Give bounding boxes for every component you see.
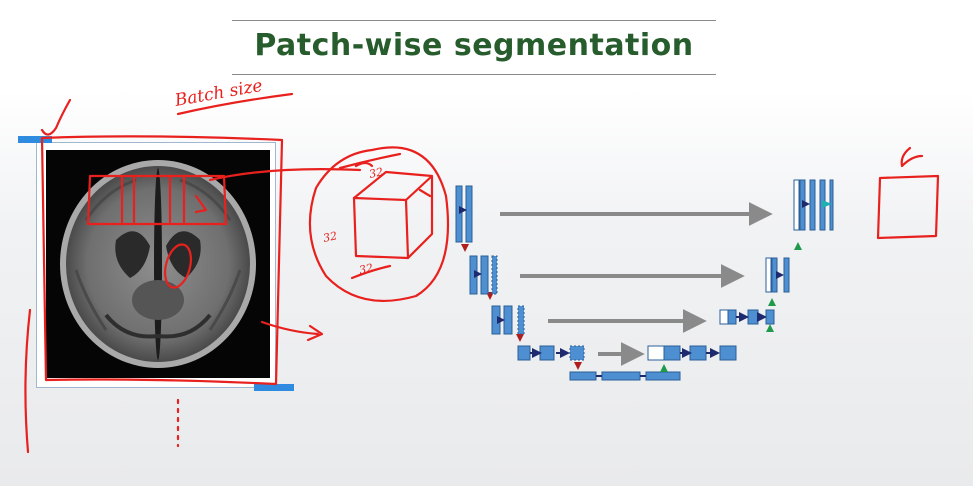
down-arrow-1 bbox=[461, 244, 469, 252]
ink-patch-grid bbox=[88, 176, 226, 224]
ink-dim-top: 32 bbox=[367, 165, 385, 181]
ink-cube-depth bbox=[354, 172, 432, 258]
ink-cube-front bbox=[354, 198, 408, 258]
ink-batch-label: Batch size bbox=[173, 75, 265, 111]
encoder-block-1 bbox=[456, 186, 472, 242]
unet-diagram bbox=[456, 180, 833, 380]
decoder-block-4 bbox=[648, 346, 736, 360]
decoder-block-2 bbox=[766, 258, 789, 292]
ink-left-bracket bbox=[25, 310, 30, 452]
frame-tab-bottom bbox=[254, 384, 294, 391]
down-arrow-4 bbox=[574, 362, 582, 370]
ink-lesion-circle bbox=[161, 242, 196, 291]
bottleneck-block bbox=[570, 372, 680, 380]
ink-right-arrow bbox=[262, 322, 318, 334]
decoder-block-3 bbox=[720, 310, 774, 324]
ink-output-square bbox=[878, 176, 938, 238]
decoder-block-1 bbox=[794, 180, 833, 230]
ink-output-check bbox=[902, 148, 922, 166]
encoder-block-2 bbox=[470, 256, 497, 294]
encoder-block-3 bbox=[492, 306, 524, 334]
encoder-block-4 bbox=[518, 346, 584, 360]
ink-arrow-to-cube bbox=[210, 169, 360, 180]
page-title: Patch-wise segmentation bbox=[254, 28, 694, 63]
down-arrow-3 bbox=[516, 334, 524, 342]
ink-checkmark bbox=[42, 100, 70, 135]
ink-dim-bottom: 32 bbox=[357, 261, 375, 277]
ink-dim-left: 32 bbox=[321, 229, 339, 245]
